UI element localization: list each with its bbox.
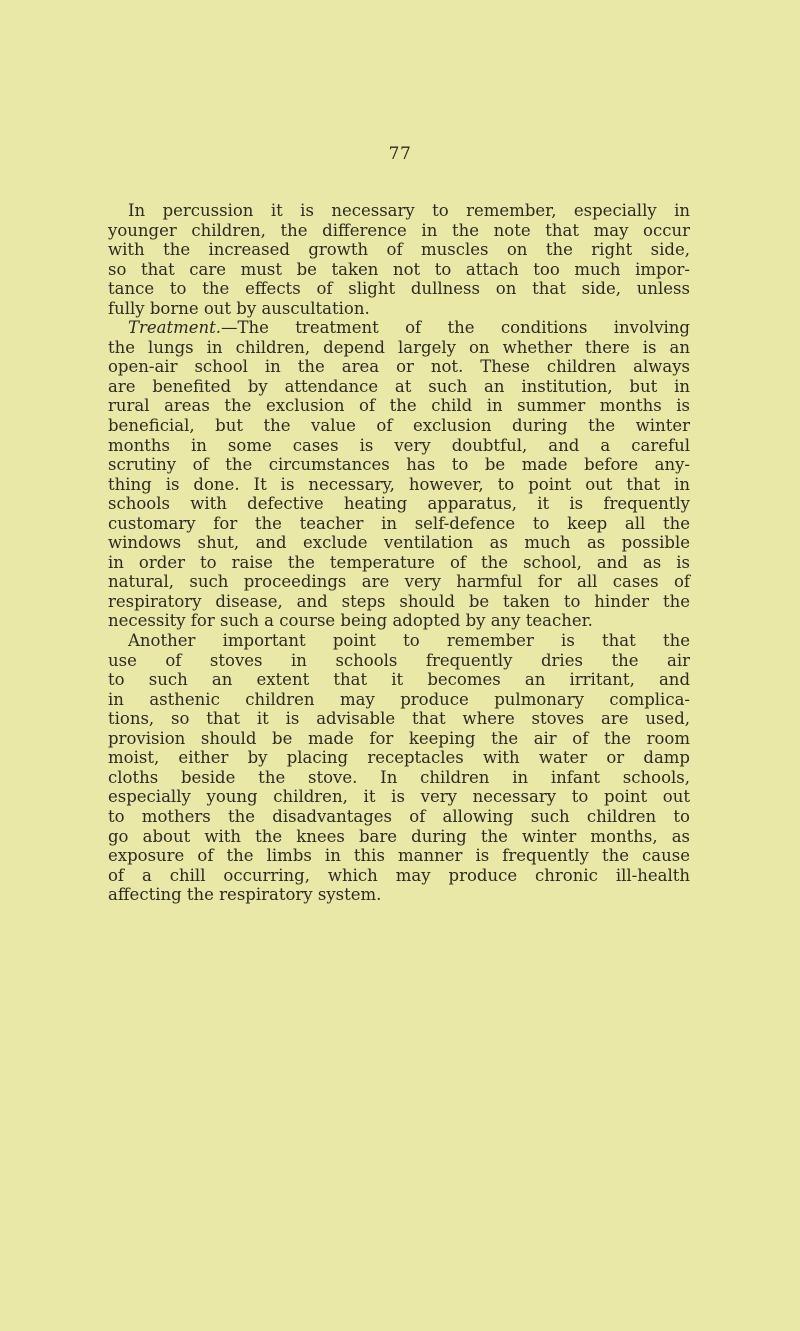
text-line: the lungs in children, depend largely on whether there is an	[108, 337, 690, 357]
paragraph-percussion	[108, 201, 690, 318]
text-line: with the increased growth of muscles on the right side,	[108, 240, 690, 260]
paragraph-treatment	[108, 318, 690, 631]
text-line	[108, 318, 690, 338]
text-line: so that care must be taken not to attach too much impor-	[108, 259, 690, 279]
text-line: windows shut, and exclude ventilation as much as possible	[108, 533, 690, 553]
page-number: 77	[388, 144, 412, 164]
text-line: go about with the knees bare during the winter months, as	[108, 826, 690, 846]
text-line: to mothers the disadvantages of allowing such children to	[108, 806, 690, 826]
text-line: tance to the effects of slight dullness on that side, unless	[108, 279, 690, 299]
text-line: Another important point to remember is that the	[128, 631, 690, 651]
text-line: respiratory disease, and steps should be taken to hinder the	[108, 591, 690, 611]
text-line: natural, such proceedings are very harmful for all cases of	[108, 572, 690, 592]
paragraph-stoves	[108, 631, 690, 905]
text-line: scrutiny of the circumstances has to be made before any-	[108, 455, 690, 475]
heading-rest: —The treatment of the conditions involving	[221, 318, 690, 338]
text-line: customary for the teacher in self-defence to keep all the	[108, 513, 690, 533]
text-line: thing is done. It is necessary, however, to point out that in	[108, 474, 690, 494]
body-text	[108, 201, 690, 905]
text-line: especially young children, it is very necessary to point out	[108, 787, 690, 807]
text-line: months in some cases is very doubtful, and a careful	[108, 435, 690, 455]
text-line: rural areas the exclusion of the child in summer months is	[108, 396, 690, 416]
text-line: fully borne out by auscultation.	[108, 298, 370, 318]
text-line: affecting the respiratory system.	[108, 885, 382, 905]
text-line: to such an extent that it becomes an irritant, and	[108, 670, 690, 690]
text-line: moist, either by placing receptacles with water or damp	[108, 748, 690, 768]
text-line: open-air school in the area or not. These children always	[108, 357, 690, 377]
text-line: beneficial, but the value of exclusion during the winter	[108, 416, 690, 436]
text-line: of a chill occurring, which may produce chronic ill-health	[108, 865, 690, 885]
text-line: use of stoves in schools frequently dries the air	[108, 650, 690, 670]
text-line: In percussion it is necessary to remember, especially in	[128, 201, 690, 220]
text-line: in asthenic children may produce pulmonary complica-	[108, 689, 690, 709]
text-line: in order to raise the temperature of the school, and as is	[108, 552, 690, 572]
text-line: cloths beside the stove. In children in infant schools,	[108, 767, 690, 787]
text-line: provision should be made for keeping the air of the room	[108, 728, 690, 748]
text-line: exposure of the limbs in this manner is frequently the cause	[108, 846, 690, 866]
text-line: tions, so that it is advisable that where stoves are used,	[108, 709, 690, 729]
text-line: necessity for such a course being adopted by any teacher.	[108, 611, 593, 631]
section-heading: Treatment.	[128, 318, 222, 338]
text-line: younger children, the difference in the note that may occur	[108, 220, 690, 240]
text-line: schools with defective heating apparatus, it is frequently	[108, 494, 690, 514]
text-line: are benefited by attendance at such an institution, but in	[108, 376, 690, 396]
